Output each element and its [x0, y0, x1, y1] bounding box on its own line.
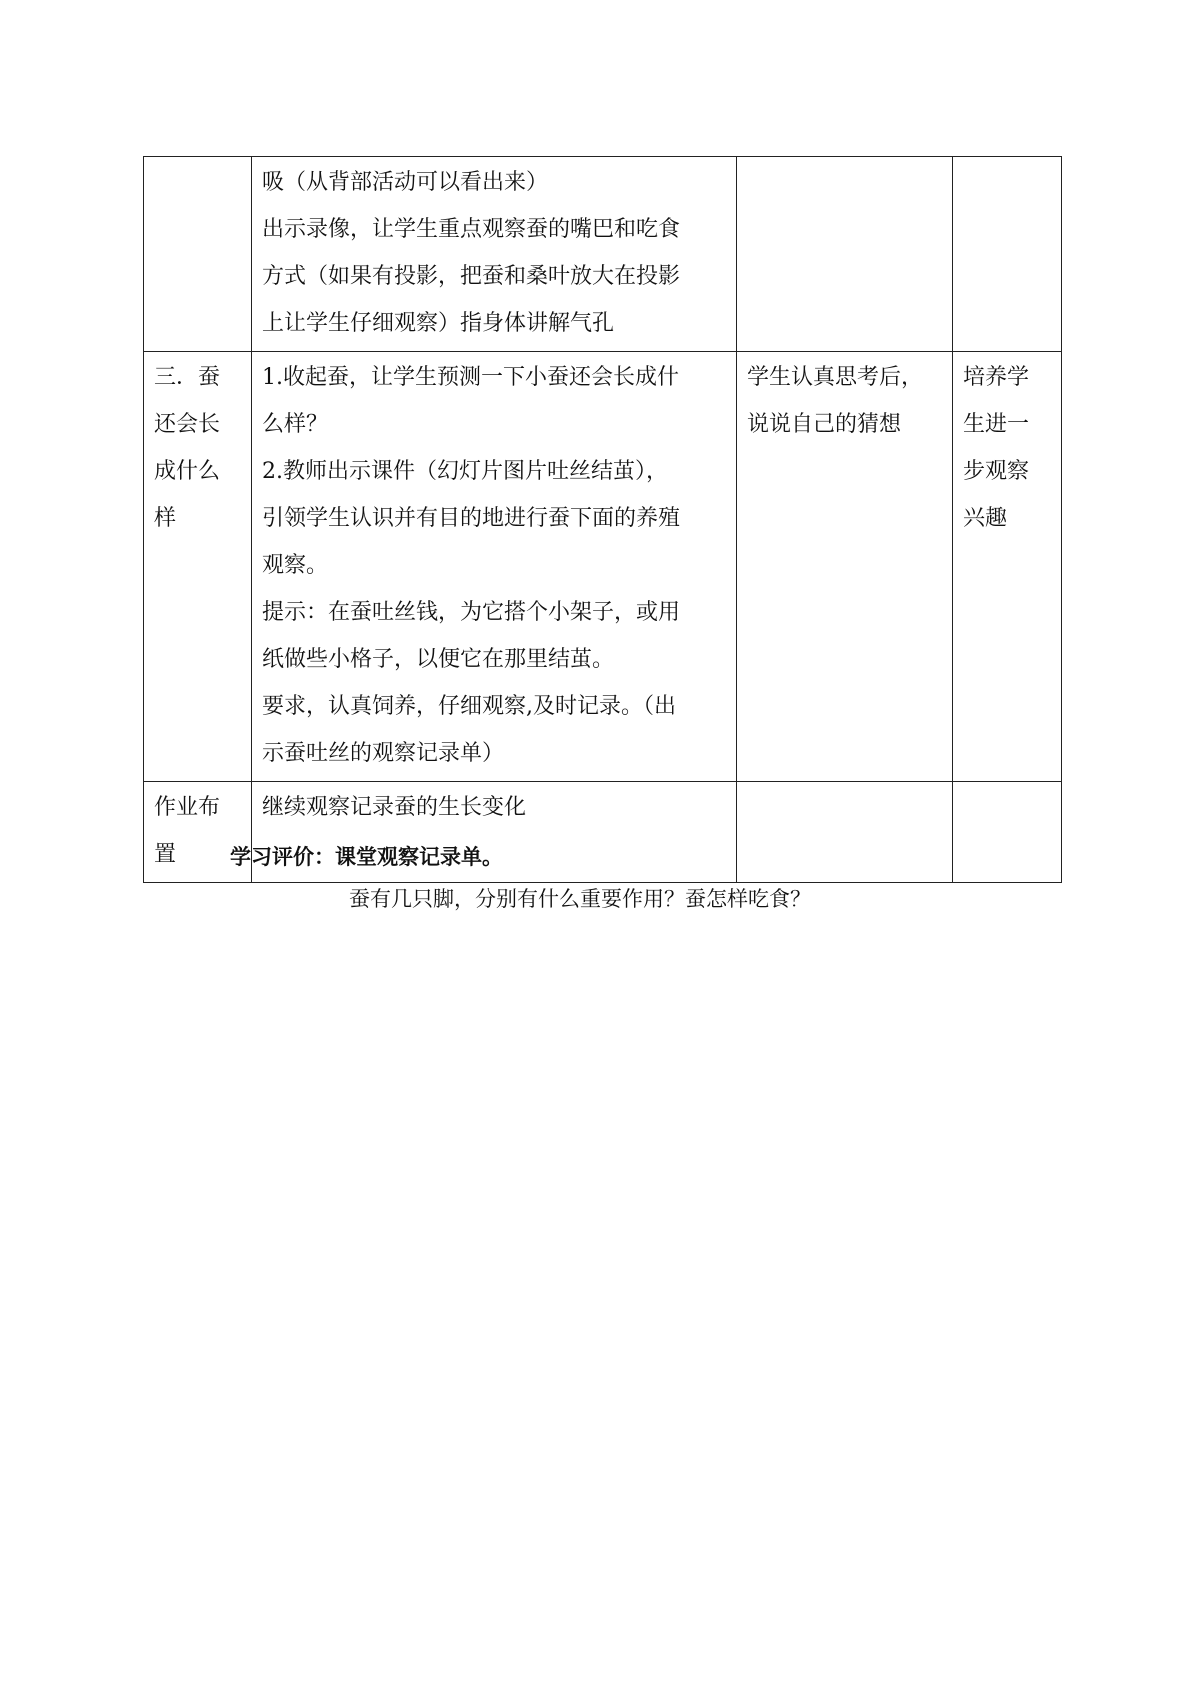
- teacher-activity-cell: [252, 352, 737, 782]
- design-intent-cell: [953, 782, 1062, 883]
- table-row: [144, 157, 1062, 352]
- text-line: 说说自己的猜想: [747, 412, 902, 437]
- text-line: 上让学生仔细观察）指身体讲解气孔: [262, 311, 615, 336]
- evaluation-title: 学习评价：课堂观察记录单。: [230, 844, 503, 869]
- text-line: 继续观察记录蚕的生长变化: [262, 795, 527, 820]
- text-line: 提示：在蚕吐丝钱，为它搭个小架子，或用: [262, 600, 681, 625]
- text-line: 成什么: [154, 459, 221, 484]
- text-line: 作业布: [154, 795, 221, 820]
- teacher-activity-cell: [252, 157, 737, 352]
- text-line: 观察。: [262, 553, 329, 578]
- text-line: 方式（如果有投影，把蚕和桑叶放大在投影: [262, 264, 681, 289]
- table-row: [144, 352, 1062, 782]
- student-activity-cell: [737, 352, 953, 782]
- text-line: 培养学: [963, 365, 1030, 390]
- lesson-plan-table: [143, 156, 1062, 883]
- text-line: 步观察: [963, 459, 1030, 484]
- text-line: 示蚕吐丝的观察记录单）: [262, 741, 505, 766]
- stage-cell: [144, 157, 252, 352]
- text-line: 纸做些小格子，以便它在那里结茧。: [262, 647, 615, 672]
- text-line: 么样？: [262, 412, 329, 437]
- design-intent-cell: [953, 157, 1062, 352]
- text-line: 引领学生认识并有目的地进行蚕下面的养殖: [262, 506, 681, 531]
- evaluation-question: 蚕有几只脚，分别有什么重要作用？蚕怎样吃食？: [349, 887, 811, 911]
- design-intent-cell: [953, 352, 1062, 782]
- student-activity-cell: [737, 157, 953, 352]
- text-line: 置: [154, 842, 177, 867]
- text-line: 兴趣: [963, 506, 1008, 531]
- text-line: 1.收起蚕，让学生预测一下小蚕还会长成什: [262, 365, 679, 390]
- text-line: 吸（从背部活动可以看出来）: [262, 170, 549, 195]
- stage-cell: [144, 352, 252, 782]
- text-line: 三．蚕: [154, 365, 221, 390]
- text-line: 还会长: [154, 412, 221, 437]
- text-line: 生进一: [963, 412, 1030, 437]
- text-line: 学生认真思考后，: [747, 365, 924, 390]
- text-line: 2.教师出示课件（幻灯片图片吐丝结茧），: [262, 459, 668, 484]
- text-line: 样: [154, 506, 177, 531]
- text-line: 要求，认真饲养，仔细观察,及时记录。（出: [262, 694, 676, 719]
- text-line: 出示录像，让学生重点观察蚕的嘴巴和吃食: [262, 217, 681, 242]
- student-activity-cell: [737, 782, 953, 883]
